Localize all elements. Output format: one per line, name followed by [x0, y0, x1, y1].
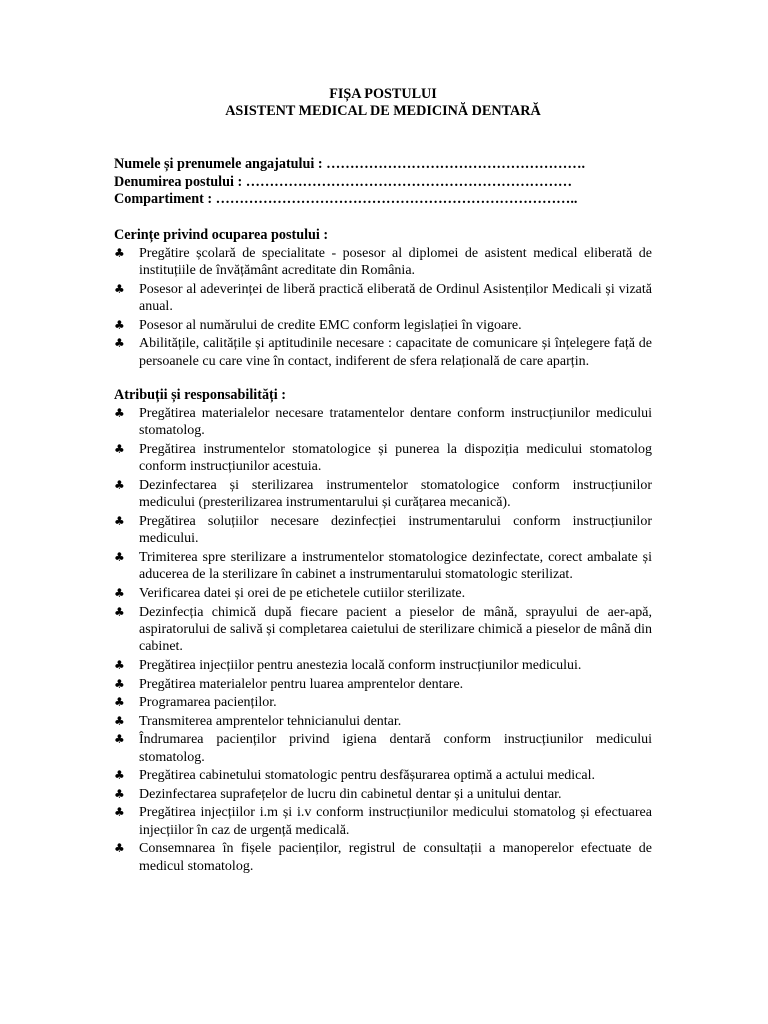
club-bullet-icon: ♣ — [114, 841, 125, 856]
responsibility-item: ♣ Îndrumarea pacienților privind igiena dentară conform instrucțiunilor medicului stomatolog. — [114, 732, 652, 765]
requirement-item: ♣ Abilitățile, calitățile și aptitudinile necesare : capacitate de comunicare și înțelegere față de persoanele cu care vine în contact, indiferent de sfera relațională de care aparțin. — [114, 336, 652, 369]
responsibility-item: ♣ Pregătirea instrumentelor stomatologice și punerea la dispoziția medicului stomatolog conform instrucțiunilor acestuia. — [114, 441, 652, 475]
requirements-heading: Cerințe privind ocuparea postului : — [114, 226, 329, 243]
club-bullet-icon: ♣ — [114, 477, 125, 492]
club-bullet-icon: ♣ — [114, 604, 125, 619]
club-bullet-icon: ♣ — [114, 732, 125, 747]
club-bullet-icon: ♣ — [114, 245, 125, 260]
responsibilities-list — [114, 405, 652, 875]
document-subtitle: ASISTENT MEDICAL DE MEDICINĂ DENTARĂ — [225, 103, 541, 119]
requirement-item: ♣ Posesor al numărului de credite EMC conform legislației în vigoare. — [114, 317, 522, 333]
responsibility-item: ♣ Dezinfectarea și sterilizarea instrumentelor stomatologice conform instrucțiunilor medicului (presterilizarea instrumentarului și curățarea mecanică). — [114, 477, 652, 511]
responsibility-item: ♣ Transmiterea amprentelor tehnicianului dentar. — [114, 713, 402, 729]
responsibility-item: ♣ Pregătirea soluțiilor necesare dezinfecției instrumentarului conform instrucțiunilor medicului. — [114, 513, 652, 547]
responsibility-item: ♣ Pregătirea materialelor necesare tratamentelor dentare conform instrucțiunilor medicului stomatolog. — [114, 405, 652, 439]
responsibility-item: ♣ Programarea pacienților. — [114, 695, 277, 711]
position-name-field: Denumirea postului : …………………………………………………………… — [114, 173, 573, 190]
club-bullet-icon: ♣ — [114, 441, 125, 456]
club-bullet-icon: ♣ — [114, 405, 125, 420]
responsibility-item: ♣ Pregătirea cabinetului stomatologic pentru desfășurarea optimă a actului medical. — [114, 768, 595, 784]
document-title: FIȘA POSTULUI — [329, 86, 437, 102]
club-bullet-icon: ♣ — [114, 513, 125, 528]
employee-info — [114, 156, 652, 209]
responsibility-item: ♣ Verificarea datei și orei de pe etichetele cutiilor sterilizate. — [114, 585, 466, 601]
responsibility-item: ♣ Pregătirea injecțiilor i.m și i.v conform instrucțiunilor medicului stomatolog și efectuarea injecțiilor în caz de urgență medicală. — [114, 805, 652, 838]
club-bullet-icon: ♣ — [114, 768, 125, 783]
requirement-item: ♣ Posesor al adeverinței de liberă practică eliberată de Ordinul Asistenților Medicali și vizată anual. — [114, 281, 652, 314]
club-bullet-icon: ♣ — [114, 805, 125, 820]
responsibility-item: ♣ Dezinfecția chimică după fiecare pacient a pieselor de mână, sprayului de aer-apă, aspiratorului de salivă și completarea caietului de sterilizare chimică a pieselor de mână din cabinet. — [114, 604, 652, 655]
responsibility-item: ♣ Pregătirea materialelor pentru luarea amprentelor dentare. — [114, 676, 464, 692]
department-field: Compartiment : ………………………………………………………………….. — [114, 191, 578, 207]
requirements-list — [114, 245, 652, 370]
responsibility-item: ♣ Pregătirea injecțiilor pentru anestezia locală conform instrucțiunilor medicului. — [114, 657, 582, 673]
responsibility-item: ♣ Consemnarea în fișele pacienților, registrul de consultații a manoperelor efectuate de medicul stomatolog. — [114, 841, 652, 874]
club-bullet-icon: ♣ — [114, 281, 125, 296]
club-bullet-icon: ♣ — [114, 336, 125, 351]
club-bullet-icon: ♣ — [114, 585, 125, 600]
club-bullet-icon: ♣ — [114, 695, 125, 710]
club-bullet-icon: ♣ — [114, 713, 125, 728]
club-bullet-icon: ♣ — [114, 549, 125, 564]
club-bullet-icon: ♣ — [114, 786, 125, 801]
responsibilities-heading: Atribuții și responsabilități : — [114, 386, 286, 403]
requirement-item: ♣ Pregătire școlară de specialitate - posesor al diplomei de asistent medical eliberată de instituțiile de învățământ acreditate din România. — [114, 245, 652, 278]
club-bullet-icon: ♣ — [114, 657, 125, 672]
employee-name-field: Numele și prenumele angajatului : ………………………………………………. — [114, 156, 586, 172]
club-bullet-icon: ♣ — [114, 317, 125, 332]
responsibility-item: ♣ Trimiterea spre sterilizare a instrumentelor stomatologice dezinfectate, corect ambalate și aducerea de la sterilizare în cabinet a instrumentarului stomatologic sterilizat. — [114, 549, 652, 583]
responsibility-item: ♣ Dezinfectarea suprafețelor de lucru din cabinetul dentar și a unitului dentar. — [114, 786, 562, 802]
club-bullet-icon: ♣ — [114, 676, 125, 691]
